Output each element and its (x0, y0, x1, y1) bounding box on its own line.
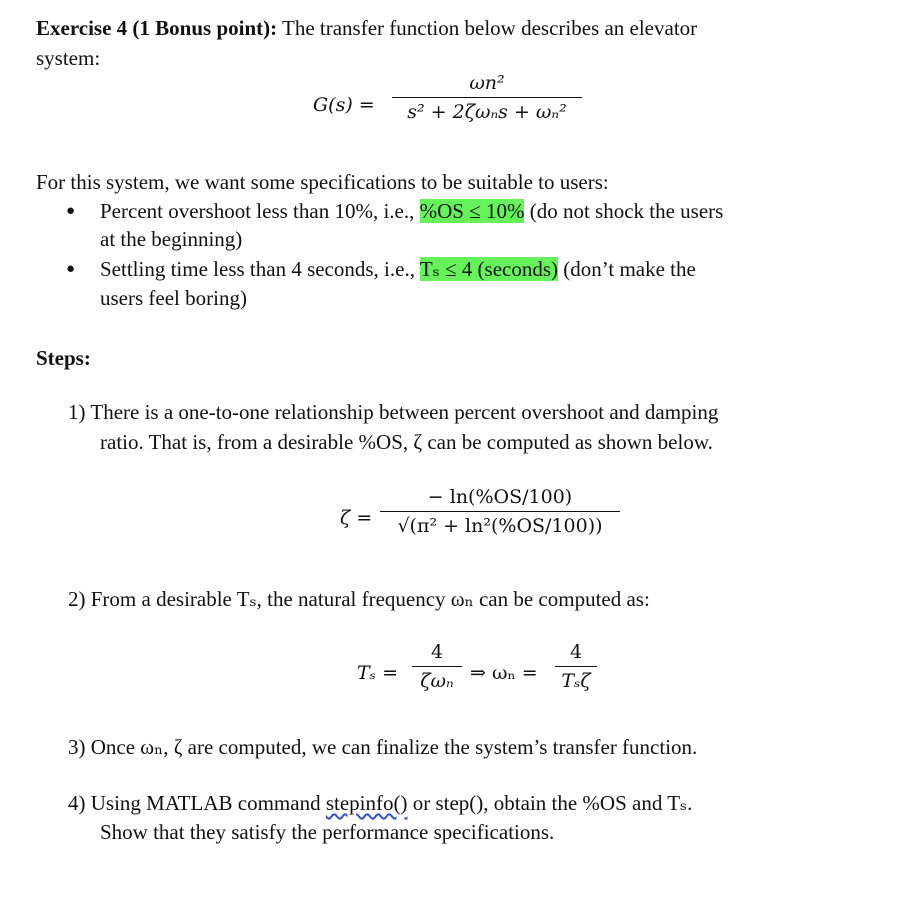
step4-line2: Show that they satisfy the performance specifications. (100, 820, 555, 844)
spec-overshoot-text: Percent overshoot less than 10%, i.e., (100, 199, 420, 223)
eq1-lhs: G(s) = (313, 94, 375, 116)
exercise-title: Exercise 4 (1 Bonus point): (36, 16, 278, 40)
eq1-fraction (392, 72, 582, 123)
exercise-heading (36, 16, 697, 41)
steps-heading: Steps: (36, 346, 91, 370)
eq3-fraction-1 (412, 641, 462, 692)
eq3-implies: ⇒ ωₙ = (470, 662, 538, 684)
step1-line2: ratio. That is, from a desirable %OS, ζ can be computed as shown below. (100, 430, 713, 454)
step4-text: 4) Using MATLAB command (68, 791, 326, 815)
eq3-fraction-2 (555, 641, 597, 692)
spec-overshoot-note: (do not shock the users (524, 199, 724, 223)
eq2-numerator: − ln(%OS/100) (427, 486, 573, 508)
eq3-fraction-bar-1 (412, 666, 462, 667)
eq1-denominator: s² + 2ζωₙs + ωₙ² (407, 101, 567, 123)
bullet-dot: ● (66, 261, 76, 277)
spec-settling (100, 257, 696, 282)
eq2-denominator: √(π² + ln²(%OS/100)) (397, 515, 603, 537)
spec-overshoot-highlight: %OS ≤ 10% (419, 199, 525, 223)
eq1-numerator: ωn² (469, 72, 505, 94)
bullet-dot: ● (66, 203, 76, 219)
spec-settling-cont: users feel boring) (100, 286, 247, 310)
spec-settling-highlight: Tₛ ≤ 4 (seconds) (419, 257, 558, 281)
eq2-fraction (380, 486, 620, 537)
step1-line1: 1) There is a one-to-one relationship between percent overshoot and damping (68, 400, 719, 424)
step4-command: stepinfo() (325, 791, 408, 815)
exercise-intro-cont: system: (36, 46, 101, 70)
eq1-fraction-bar (392, 97, 582, 98)
step4-line1 (68, 791, 692, 816)
spec-settling-note: (don’t make the (558, 257, 696, 281)
eq3-fraction-bar-2 (555, 666, 597, 667)
eq2-lhs: ζ = (340, 507, 373, 529)
eq3-numerator-2: 4 (569, 641, 583, 663)
exercise-intro: The transfer function below describes an elevator (277, 16, 698, 40)
eq3-numerator-1: 4 (430, 641, 444, 663)
step2-line: 2) From a desirable Tₛ, the natural frequency ωₙ can be computed as: (68, 587, 650, 611)
spec-overshoot (100, 199, 723, 224)
eq3-lhs: Tₛ = (357, 662, 399, 684)
spec-overshoot-cont: at the beginning) (100, 227, 243, 251)
eq3-denominator-1: ζωₙ (420, 670, 454, 692)
step3-line: 3) Once ωₙ, ζ are computed, we can finalize the system’s transfer function. (68, 735, 698, 759)
step4-text-end: or step(), obtain the %OS and Tₛ. (407, 791, 693, 815)
eq3-denominator-2: Tₛζ (561, 670, 591, 692)
spec-settling-text: Settling time less than 4 seconds, i.e., (100, 257, 420, 281)
eq2-fraction-bar (380, 511, 620, 512)
specs-lead: For this system, we want some specifications to be suitable to users: (36, 170, 609, 194)
